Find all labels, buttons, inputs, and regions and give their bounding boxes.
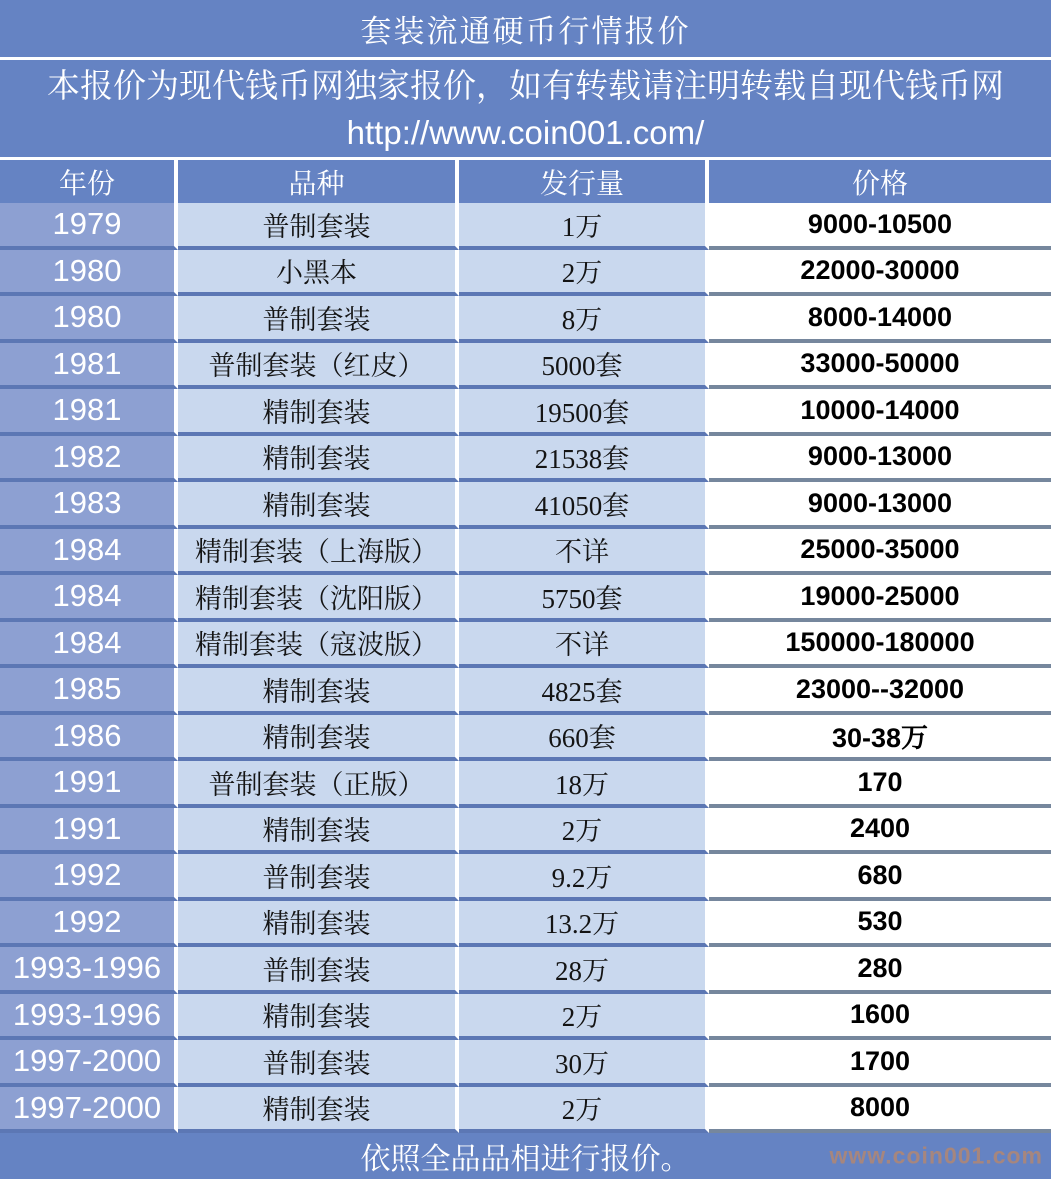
variety-cell: 普制套装 <box>178 1040 459 1087</box>
price-cell: 1700 <box>709 1040 1051 1087</box>
table-row <box>0 575 1051 622</box>
variety-cell: 精制套装（沈阳版） <box>178 575 459 622</box>
variety-cell: 精制套装 <box>178 901 459 948</box>
mintage-cell: 5000套 <box>459 343 709 390</box>
price-cell: 25000-35000 <box>709 529 1051 576</box>
mintage-cell: 2万 <box>459 1087 709 1134</box>
mintage-cell: 21538套 <box>459 436 709 483</box>
table-row <box>0 808 1051 855</box>
page-title: 套装流通硬币行情报价 <box>360 14 691 49</box>
table-row <box>0 529 1051 576</box>
mintage-cell: 660套 <box>459 715 709 762</box>
year-cell: 1992 <box>0 854 178 901</box>
mintage-cell: 9.2万 <box>459 854 709 901</box>
year-cell: 1991 <box>0 808 178 855</box>
variety-cell: 普制套装（红皮） <box>178 343 459 390</box>
table-row <box>0 947 1051 994</box>
variety-cell: 普制套装 <box>178 203 459 250</box>
table-row <box>0 854 1051 901</box>
header-cell-variety: 品种 <box>178 160 459 203</box>
variety-cell: 精制套装 <box>178 994 459 1041</box>
mintage-cell: 不详 <box>459 622 709 669</box>
notice-url: http://www.coin001.com/ <box>346 113 705 151</box>
table-row <box>0 1040 1051 1087</box>
mintage-cell: 18万 <box>459 761 709 808</box>
header-cell-year: 年份 <box>0 160 178 203</box>
mintage-cell: 13.2万 <box>459 901 709 948</box>
table-row <box>0 343 1051 390</box>
variety-cell: 精制套装 <box>178 1087 459 1134</box>
variety-cell: 普制套装（正版） <box>178 761 459 808</box>
mintage-cell: 28万 <box>459 947 709 994</box>
variety-cell: 普制套装 <box>178 296 459 343</box>
table-row <box>0 994 1051 1041</box>
table-row <box>0 250 1051 297</box>
table-row <box>0 389 1051 436</box>
year-cell: 1992 <box>0 901 178 948</box>
variety-cell: 精制套装 <box>178 715 459 762</box>
year-cell: 1997-2000 <box>0 1040 178 1087</box>
table-row <box>0 715 1051 762</box>
year-cell: 1984 <box>0 622 178 669</box>
notice-bar <box>0 57 1051 160</box>
table-row <box>0 901 1051 948</box>
variety-cell: 精制套装（上海版） <box>178 529 459 576</box>
mintage-cell: 1万 <box>459 203 709 250</box>
mintage-cell: 19500套 <box>459 389 709 436</box>
mintage-cell: 2万 <box>459 808 709 855</box>
price-cell: 170 <box>709 761 1051 808</box>
price-cell: 19000-25000 <box>709 575 1051 622</box>
year-cell: 1997-2000 <box>0 1087 178 1134</box>
year-cell: 1983 <box>0 482 178 529</box>
variety-cell: 普制套装 <box>178 947 459 994</box>
mintage-cell: 41050套 <box>459 482 709 529</box>
table-body <box>0 203 1051 1133</box>
watermark: www.coin001.com <box>829 1142 1043 1169</box>
price-cell: 22000-30000 <box>709 250 1051 297</box>
table-row <box>0 622 1051 669</box>
variety-cell: 精制套装 <box>178 808 459 855</box>
table-header <box>0 160 1051 203</box>
year-cell: 1984 <box>0 529 178 576</box>
year-cell: 1986 <box>0 715 178 762</box>
mintage-cell: 5750套 <box>459 575 709 622</box>
variety-cell: 精制套装 <box>178 482 459 529</box>
table-row <box>0 436 1051 483</box>
price-cell: 23000--32000 <box>709 668 1051 715</box>
year-cell: 1993-1996 <box>0 947 178 994</box>
table-row <box>0 761 1051 808</box>
price-cell: 2400 <box>709 808 1051 855</box>
year-cell: 1981 <box>0 343 178 390</box>
table-row <box>0 296 1051 343</box>
year-cell: 1980 <box>0 250 178 297</box>
mintage-cell: 4825套 <box>459 668 709 715</box>
variety-cell: 精制套装 <box>178 389 459 436</box>
variety-cell: 精制套装 <box>178 668 459 715</box>
notice-line1: 本报价为现代钱币网独家报价，如有转载请注明转载自现代钱币网 <box>47 66 1004 104</box>
variety-cell: 普制套装 <box>178 854 459 901</box>
mintage-cell: 2万 <box>459 250 709 297</box>
year-cell: 1981 <box>0 389 178 436</box>
year-cell: 1993-1996 <box>0 994 178 1041</box>
mintage-cell: 8万 <box>459 296 709 343</box>
price-cell: 680 <box>709 854 1051 901</box>
mintage-cell: 2万 <box>459 994 709 1041</box>
table-row <box>0 668 1051 715</box>
price-cell: 10000-14000 <box>709 389 1051 436</box>
variety-cell: 小黑本 <box>178 250 459 297</box>
year-cell: 1984 <box>0 575 178 622</box>
variety-cell: 精制套装 <box>178 436 459 483</box>
mintage-cell: 30万 <box>459 1040 709 1087</box>
footer-note: 依照全品品相进行报价。 <box>360 1143 691 1176</box>
variety-cell: 精制套装（寇波版） <box>178 622 459 669</box>
price-cell: 30-38万 <box>709 715 1051 762</box>
price-cell: 280 <box>709 947 1051 994</box>
year-cell: 1991 <box>0 761 178 808</box>
price-cell: 9000-13000 <box>709 482 1051 529</box>
title-bar <box>0 0 1051 57</box>
price-cell: 9000-13000 <box>709 436 1051 483</box>
price-cell: 9000-10500 <box>709 203 1051 250</box>
mintage-cell: 不详 <box>459 529 709 576</box>
header-cell-price: 价格 <box>851 167 908 199</box>
price-cell: 530 <box>709 901 1051 948</box>
footer-bar <box>0 1133 1051 1179</box>
table-row <box>0 1087 1051 1134</box>
table-row <box>0 203 1051 250</box>
table-row <box>0 482 1051 529</box>
header-cell-mintage: 发行量 <box>459 160 709 203</box>
year-cell: 1985 <box>0 668 178 715</box>
year-cell: 1979 <box>0 203 178 250</box>
price-cell: 150000-180000 <box>709 622 1051 669</box>
price-cell: 8000 <box>709 1087 1051 1134</box>
price-cell: 8000-14000 <box>709 296 1051 343</box>
year-cell: 1982 <box>0 436 178 483</box>
price-cell: 33000-50000 <box>709 343 1051 390</box>
year-cell: 1980 <box>0 296 178 343</box>
price-cell: 1600 <box>709 994 1051 1041</box>
